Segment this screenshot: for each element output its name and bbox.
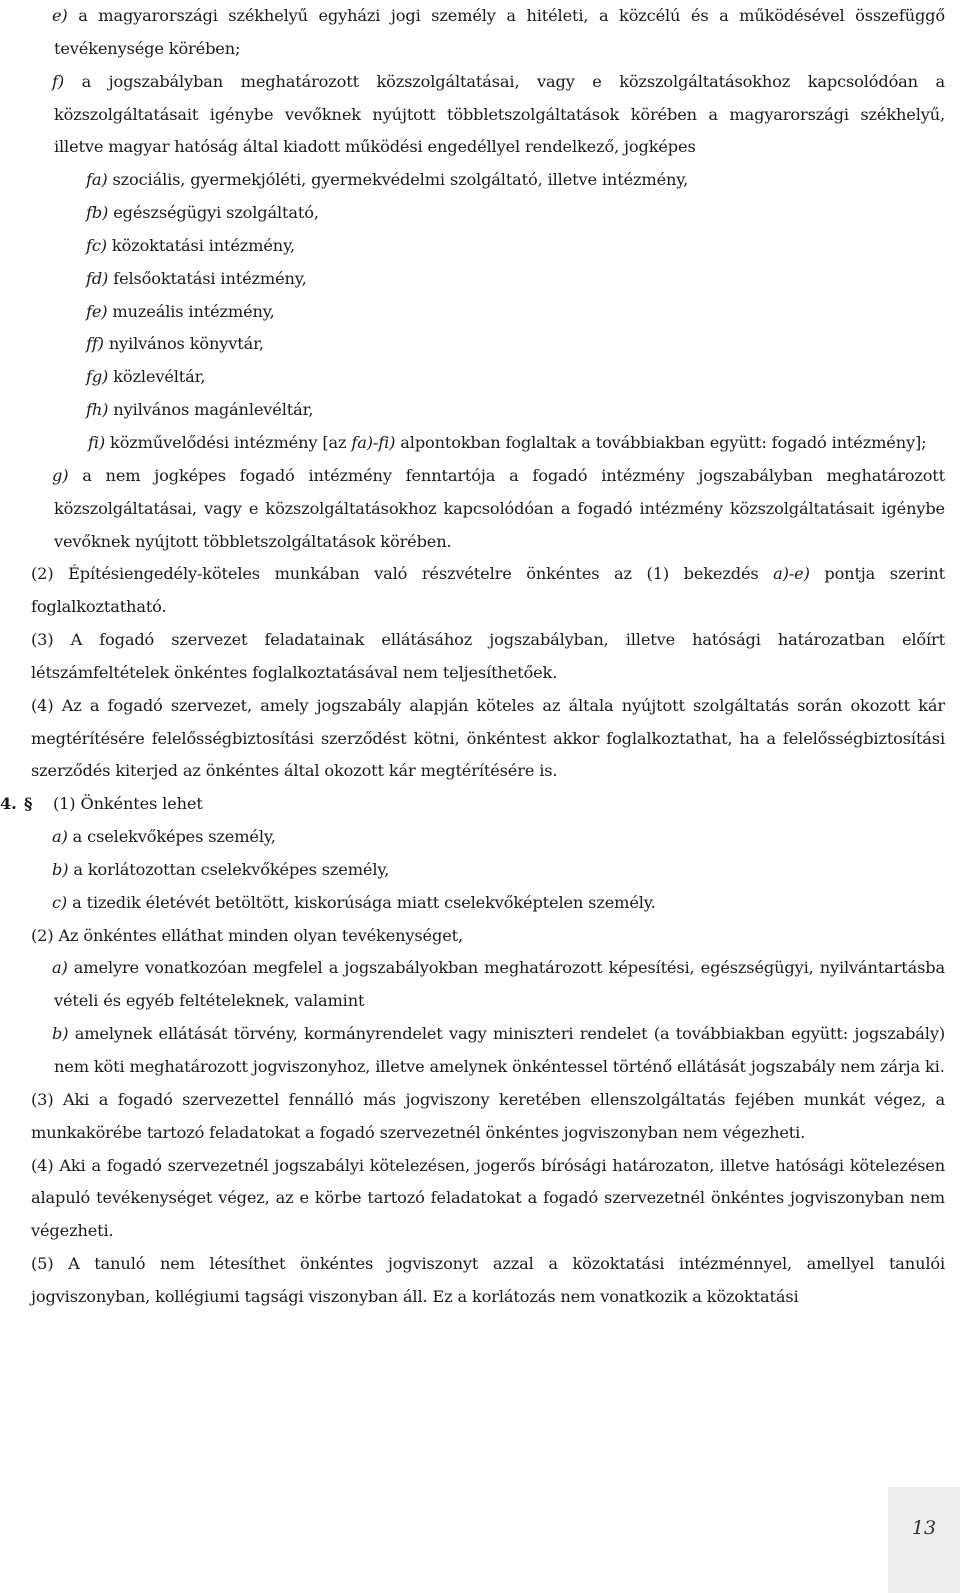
item-text: a magyarországi székhelyű egyházi jogi személy a hitéleti, a közcélú és a működésével összefüggő tevékenysége körében; bbox=[54, 6, 945, 58]
item-marker: e) bbox=[52, 6, 68, 25]
paragraph-text: (3) Aki a fogadó szervezettel fennálló más jogviszony keretében ellenszolgáltatás fejében munkát végez, a munkakörébe tartozó feladatokat a fogadó szervezetnél önkéntes jogviszonyban nem végezheti. bbox=[31, 1089, 945, 1142]
item-text: közlevéltár, bbox=[108, 367, 206, 387]
paragraph-text: (2) Építésiengedély-köteles munkában való részvételre önkéntes az (1) bekezdés bbox=[31, 564, 774, 584]
item-marker: a) bbox=[52, 827, 68, 847]
paragraph-text: (3) A fogadó szervezet feladatainak ellátásához jogszabályban, illetve hatósági határozatban előírt létszámfeltételek önkéntes foglalkoztatásával nem teljesíthetőek. bbox=[31, 630, 945, 682]
item-marker: f) bbox=[52, 71, 65, 91]
item-text: amelynek ellátását törvény, kormányrendelet vagy miniszteri rendelet (a továbbiakban együtt: jogszabály) nem köti meghatározott jogviszonyhoz, illetve amelynek önkéntessel történő ellátását jogszabály nem zárja ki. bbox=[54, 1024, 945, 1076]
item-marker: fb) bbox=[86, 203, 109, 223]
s4-item-c bbox=[31, 887, 945, 920]
subitem-fd bbox=[31, 263, 945, 296]
item-marker: fe) bbox=[86, 301, 108, 321]
subitem-fh bbox=[31, 394, 945, 427]
item-text: a tizedik életévét betöltött, kiskorúsága miatt cselekvőképtelen személy. bbox=[67, 892, 656, 912]
item-text: szociális, gyermekjóléti, gyermekvédelmi szolgáltató, illetve intézmény, bbox=[107, 170, 689, 190]
item-marker: c) bbox=[52, 892, 68, 912]
item-e bbox=[31, 0, 945, 66]
item-text: egészségügyi szolgáltató, bbox=[108, 203, 319, 223]
item-marker: g) bbox=[52, 465, 69, 485]
section-4-heading bbox=[0, 788, 945, 821]
item-text: amelyre vonatkozóan megfelel a jogszabályokban meghatározott képesítési, egészségügyi, nyilvántartásba vételi és egyéb feltételeknek, valamint bbox=[54, 958, 945, 1011]
s4-paragraph-2 bbox=[31, 920, 945, 953]
page-number-box bbox=[888, 1487, 960, 1593]
item-marker: b) bbox=[52, 859, 69, 879]
section-number: 4. bbox=[0, 794, 17, 814]
item-marker: fh) bbox=[86, 400, 109, 420]
subitem-fb bbox=[31, 197, 945, 230]
s4-item-b bbox=[31, 854, 945, 887]
s4-paragraph-3 bbox=[31, 1084, 945, 1150]
subitem-ff bbox=[31, 328, 945, 361]
item-text: a cselekvőképes személy, bbox=[67, 827, 276, 847]
item-text: a jogszabályban meghatározott közszolgáltatásai, vagy e közszolgáltatásokhoz kapcsolódóan a közszolgáltatásait igénybe vevőknek nyújtott többletszolgáltatások körében a magyarországi székhelyű, illetve magyar hatóság által kiadott működési engedéllyel rendelkező, jogképes bbox=[54, 71, 945, 157]
subitem-fg bbox=[31, 361, 945, 394]
s4-paragraph-4 bbox=[31, 1150, 945, 1249]
paragraph-4 bbox=[31, 690, 945, 789]
item-marker: fa) bbox=[86, 170, 108, 190]
item-marker: fi) bbox=[88, 432, 106, 452]
s4-paragraph-5 bbox=[31, 1248, 945, 1314]
paragraph-text-cont: pontja szerint foglalkoztatható. bbox=[31, 564, 945, 617]
subitem-fc bbox=[31, 230, 945, 263]
item-text: nyilvános könyvtár, bbox=[103, 334, 264, 354]
paragraph-text: (4) Az a fogadó szervezet, amely jogszabály alapján köteles az általa nyújtott szolgáltatás során okozott kár megtérítésére felelősségbiztosítási szerződést kötni, önkéntest akkor foglalkoztathat, ha a felelősségbiztosítási szerződés kiterjed az önkéntes által okozott kár megtérítésére is. bbox=[31, 695, 945, 781]
item-marker: a) bbox=[52, 958, 68, 978]
item-g bbox=[31, 460, 945, 559]
item-text: a korlátozottan cselekvőképes személy, bbox=[68, 859, 390, 879]
item-text: a nem jogképes fogadó intézmény fenntartója a fogadó intézmény jogszabályban meghatározott közszolgáltatásai, vagy e közszolgáltatásokhoz kapcsolódóan a fogadó intézmény közszolgáltatásait igénybe vevőknek nyújtott többletszolgáltatások körében. bbox=[54, 465, 945, 551]
item-text: közoktatási intézmény, bbox=[106, 235, 295, 255]
subitem-fe bbox=[31, 296, 945, 329]
item-text: nyilvános magánlevéltár, bbox=[108, 400, 314, 420]
page-number: 13 bbox=[911, 1517, 937, 1539]
paragraph-text: (4) Aki a fogadó szervezetnél jogszabályi kötelezésen, jogerős bírósági határozaton, illetve hatósági kötelezésen alapuló tevékenységet végez, az e körbe tartozó feladatokat a fogadó szervezetnél önkéntes jogviszonyban nem végezheti. bbox=[31, 1155, 945, 1241]
item-text: felsőoktatási intézmény, bbox=[108, 268, 307, 288]
s4-p2-item-b bbox=[31, 1018, 945, 1084]
item-marker: ff) bbox=[86, 334, 104, 354]
section-intro: (1) Önkéntes lehet bbox=[48, 794, 203, 814]
item-range-ref: fa)-fi) bbox=[351, 432, 396, 452]
item-marker: fc) bbox=[86, 235, 107, 255]
point-ref: a)-e) bbox=[773, 564, 810, 584]
paragraph-2 bbox=[31, 558, 945, 624]
subitem-fa bbox=[31, 164, 945, 197]
item-f bbox=[31, 66, 945, 165]
paragraph-3 bbox=[31, 624, 945, 690]
paragraph-text: (2) Az önkéntes elláthat minden olyan tevékenységet, bbox=[31, 925, 463, 945]
s4-item-a bbox=[31, 821, 945, 854]
item-marker: b) bbox=[52, 1024, 69, 1044]
section-symbol: § bbox=[24, 794, 33, 814]
subitem-fi bbox=[31, 427, 945, 460]
paragraph-text: (5) A tanuló nem létesíthet önkéntes jogviszonyt azzal a közoktatási intézménnyel, amellyel tanulói jogviszonyban, kollégiumi tagsági viszonyban áll. Ez a korlátozás nem vonatkozik a közoktatási bbox=[31, 1254, 945, 1306]
item-marker: fd) bbox=[86, 268, 109, 288]
s4-p2-item-a bbox=[31, 952, 945, 1018]
item-text: közművelődési intézmény [az bbox=[105, 432, 352, 452]
item-text-cont: alpontokban foglaltak a továbbiakban együtt: fogadó intézmény]; bbox=[395, 432, 927, 452]
item-marker: fg) bbox=[86, 367, 109, 387]
item-text: muzeális intézmény, bbox=[107, 301, 275, 321]
